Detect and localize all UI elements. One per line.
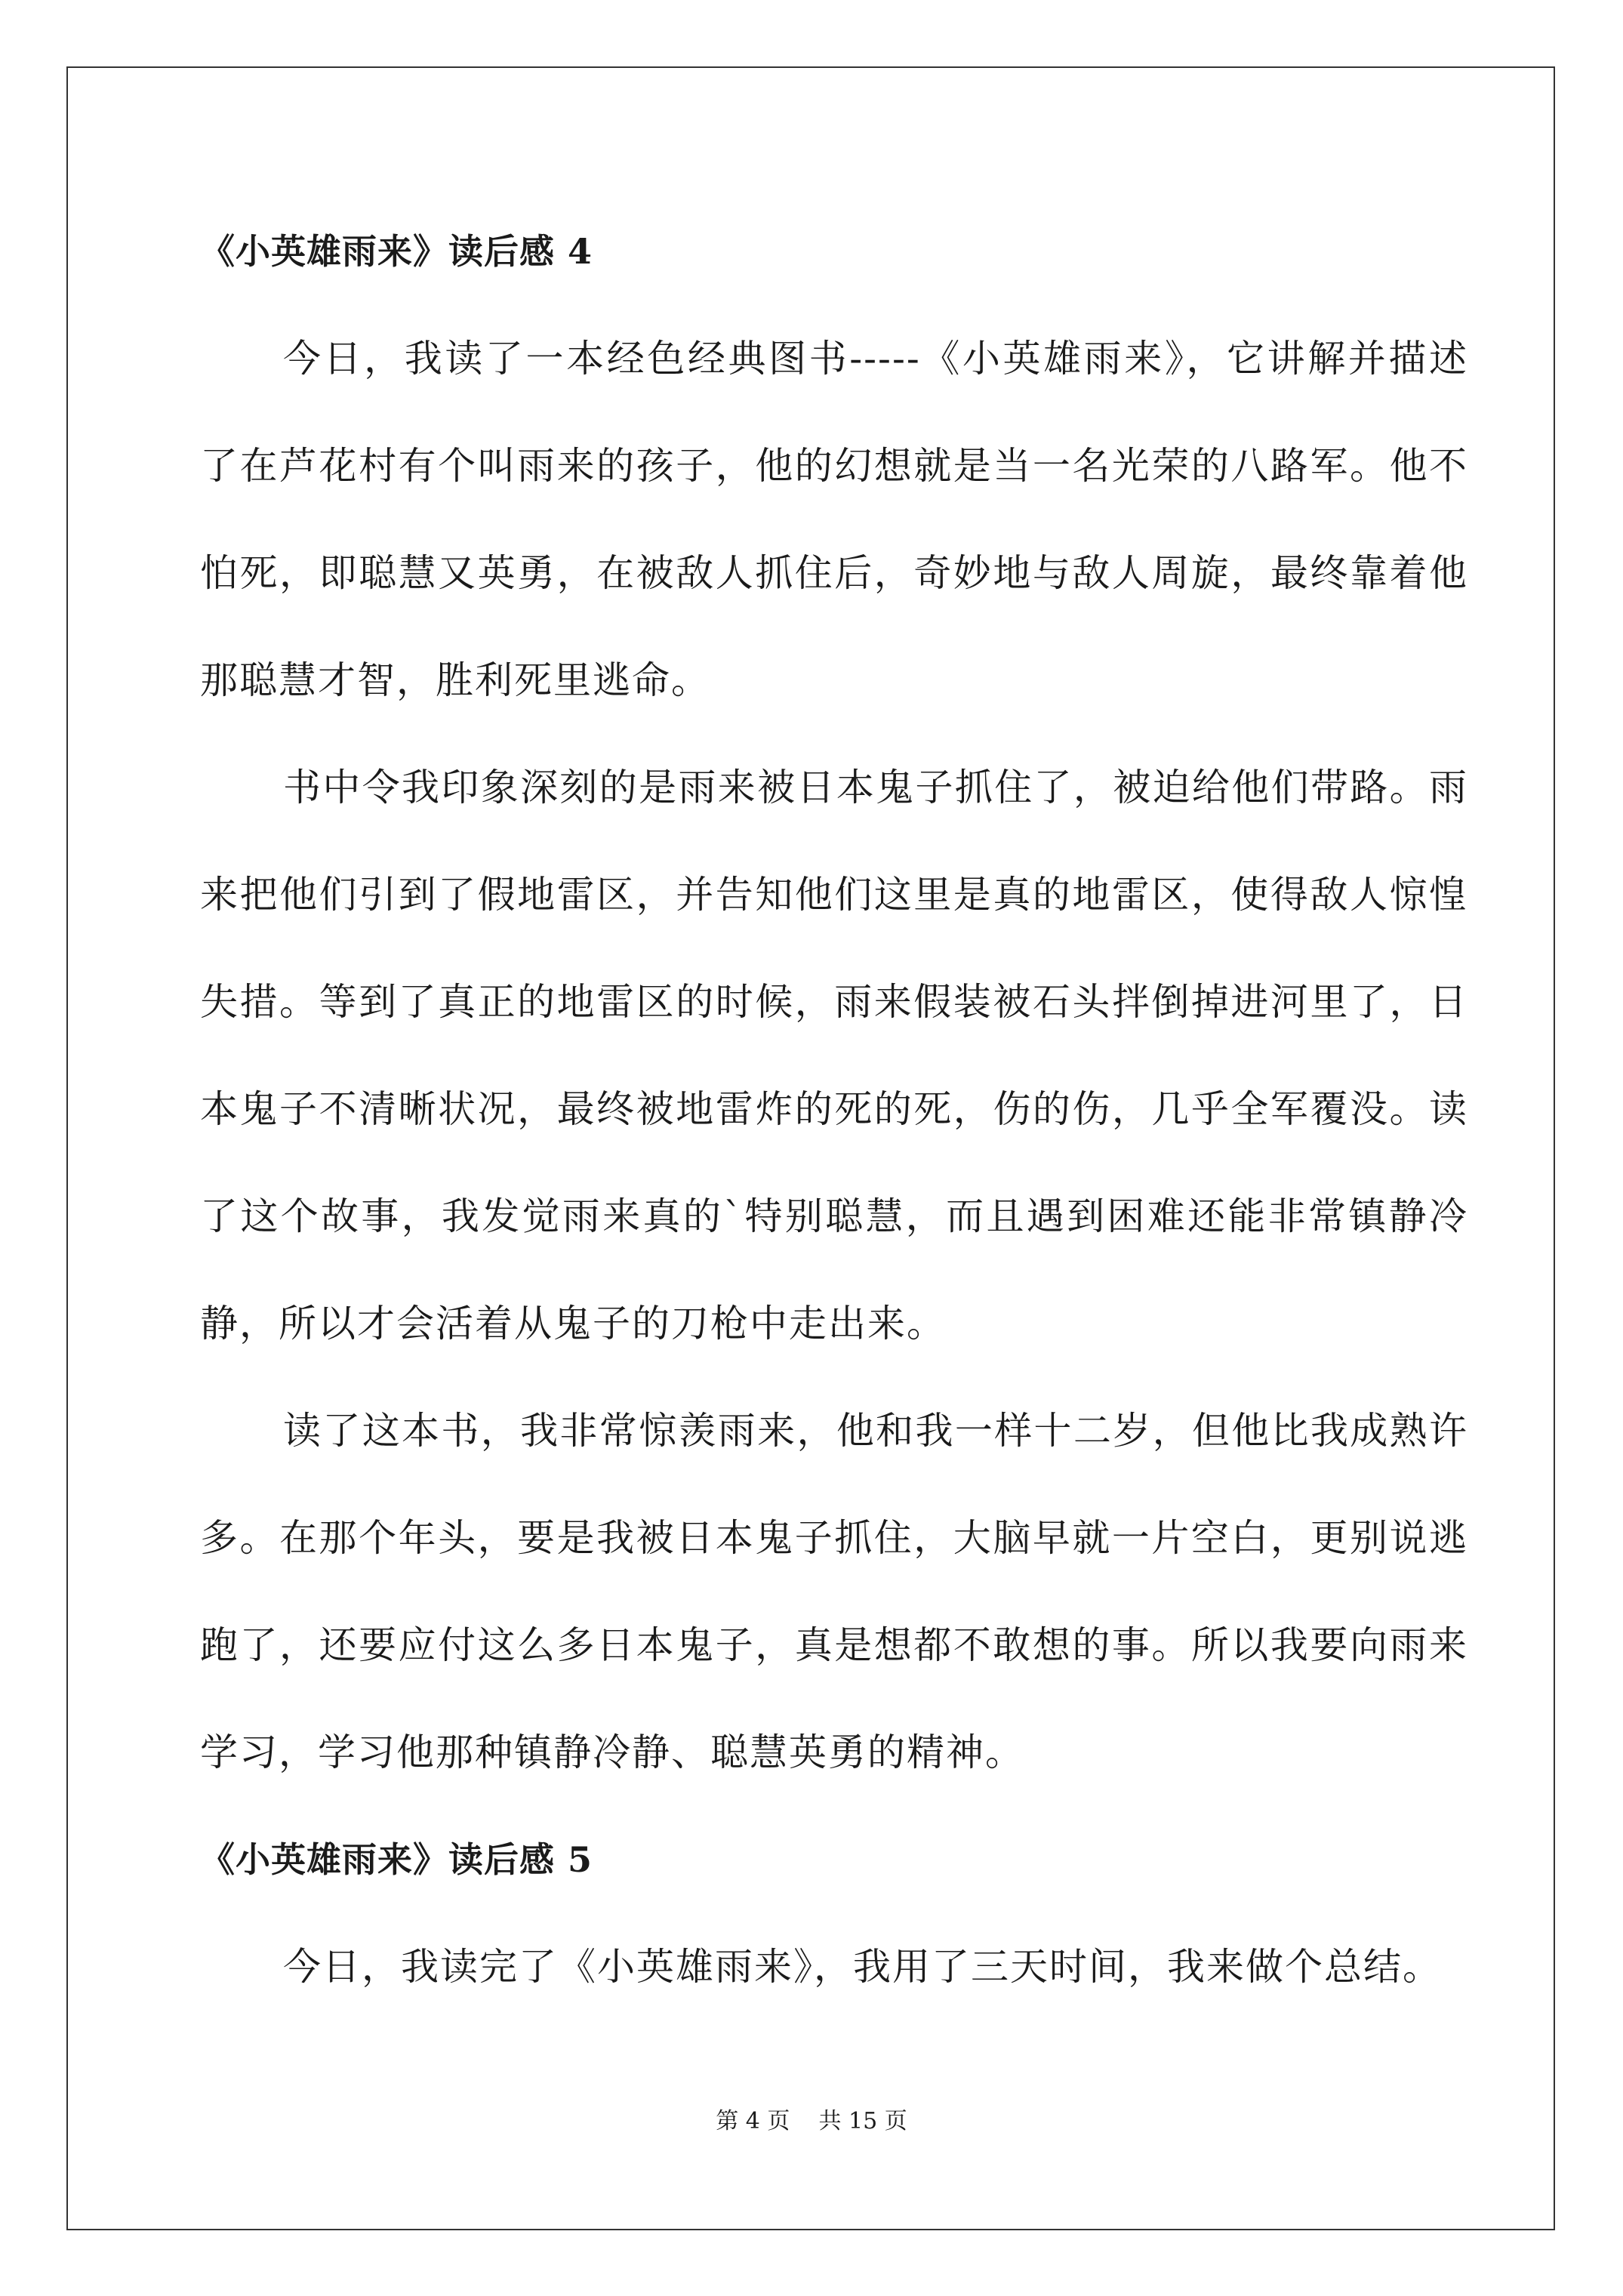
section-title: 《小英雄雨来》读后感 4 (200, 231, 593, 272)
document-body (200, 198, 1468, 2020)
paragraph: 读了这本书，我非常惊羡雨来，他和我一样十二岁，但他比我成熟许多。在那个年头，要是我被日本鬼子抓住，大脑早就一片空白，更别说逃跑了，还要应付这么多日本鬼子，真是想都不敢想的事。所以我要向雨来学习，学习他那种镇静冷静、聪慧英勇的精神。 (200, 1409, 1468, 1774)
page-number-footer: 第 4 页 共 15 页 (716, 2108, 907, 2134)
paragraph: 今日，我读完了《小英雄雨来》，我用了三天时间，我来做个总结。 (283, 1945, 1442, 1989)
paragraph: 书中令我印象深刻的是雨来被日本鬼子抓住了，被迫给他们带路。雨来把他们引到了假地雷区，并告知他们这里是真的地雷区，使得敌人惊惶失措。等到了真正的地雷区的时候，雨来假装被石头拌倒掉进河里了，日本鬼子不清晰状况，最终被地雷炸的死的死，伤的伤，几乎全军覆没。读了这个故事，我发觉雨来真的`特别聪慧，而且遇到困难还能非常镇静冷静，所以才会活着从鬼子的刀枪中走出来。 (200, 766, 1468, 1345)
section-title: 《小英雄雨来》读后感 5 (200, 1839, 593, 1880)
paragraph: 今日，我读了一本经色经典图书-----《小英雄雨来》，它讲解并描述了在芦花村有个叫雨来的孩子，他的幻想就是当一名光荣的八路军。他不怕死，即聪慧又英勇，在被敌人抓住后，奇妙地与敌人周旋，最终靠着他那聪慧才智，胜利死里逃命。 (200, 337, 1468, 702)
